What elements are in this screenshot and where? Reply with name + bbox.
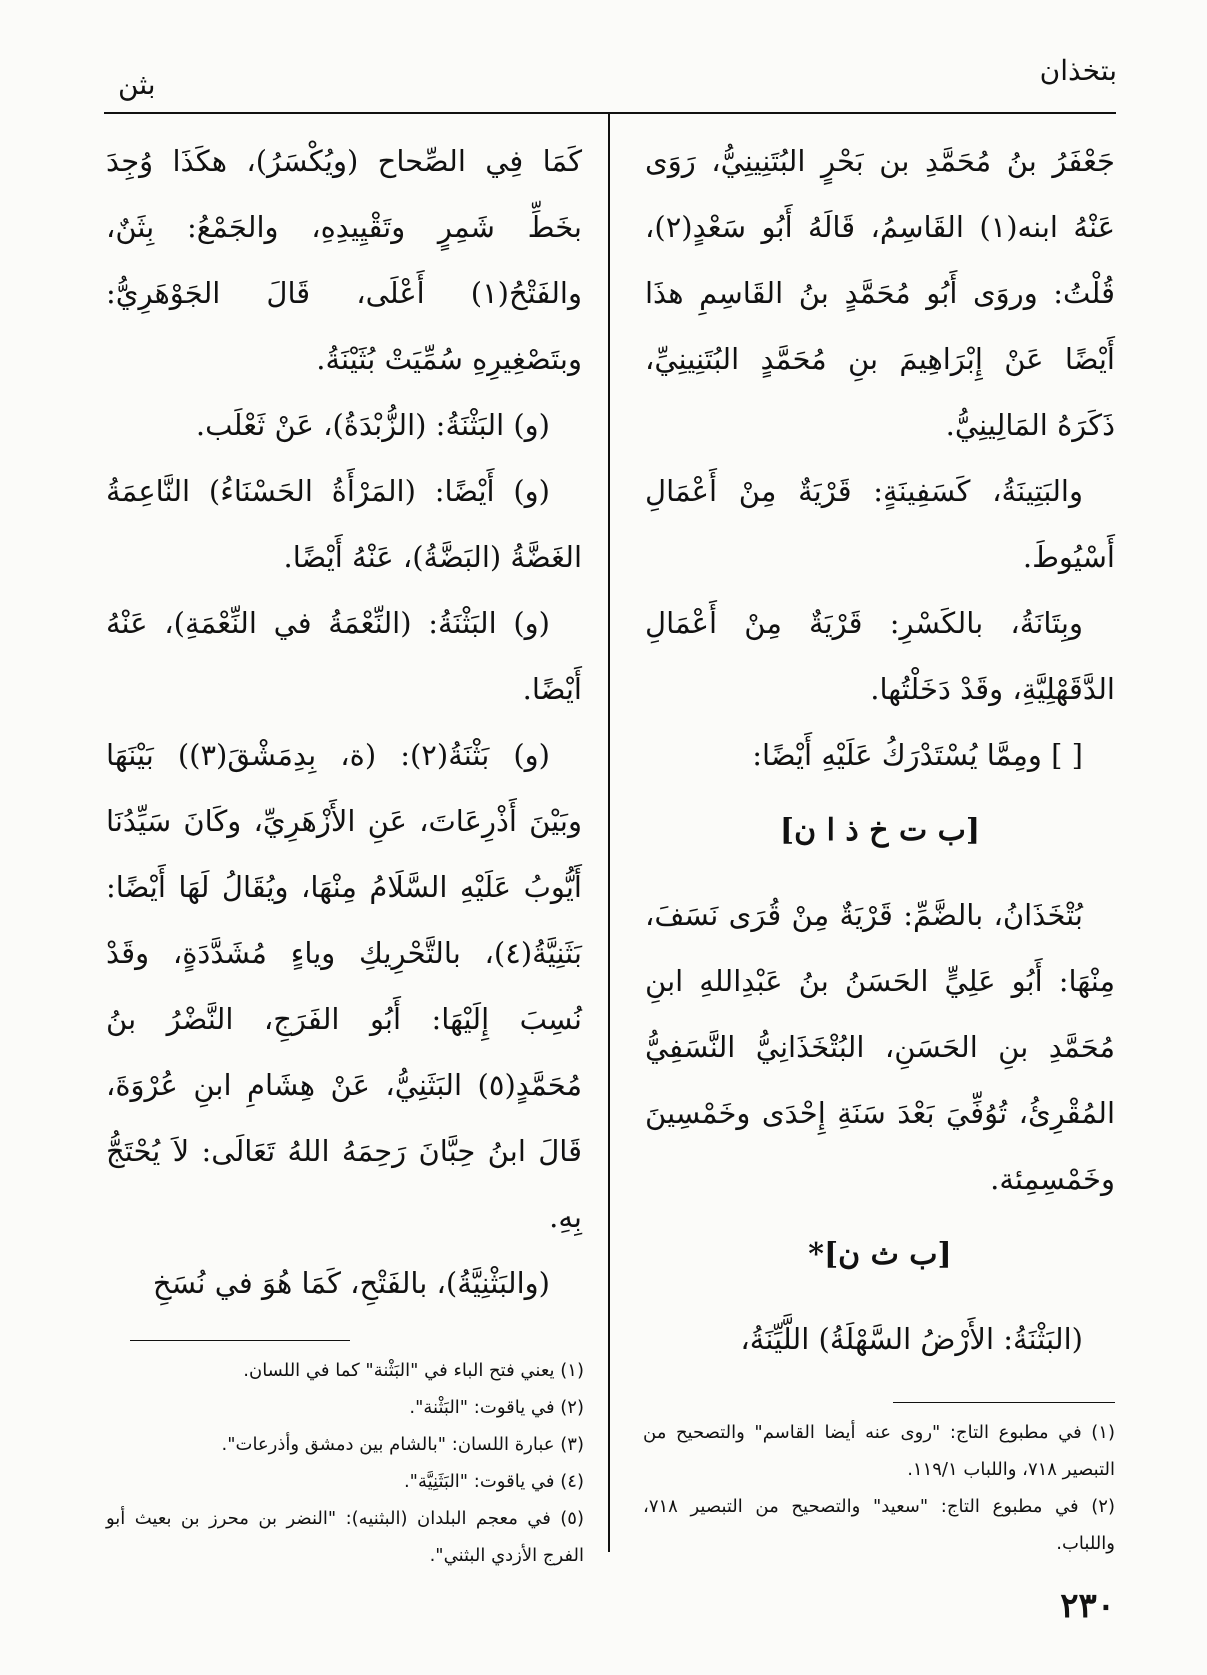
entry-heading: [ب ث ن]* xyxy=(808,1237,952,1272)
entry-paragraph: [ ] ومِمَّا يُسْتَدْرَكُ عَلَيْهِ أَيْضًا: xyxy=(752,738,1083,772)
right-column xyxy=(645,128,1115,1372)
entry-paragraph: وبِتَانَةُ، بالكَسْرِ: قَرْيَةٌ مِنْ أَعْمَالِ الدَّقَهْلِيَّةِ، وقَدْ دَخَلْتُها. xyxy=(645,606,1115,706)
entry-paragraph: (و) أَيْضًا: (المَرْأَةُ الحَسْنَاءُ) النَّاعِمَةُ الغَضَّةُ (البَضَّةُ)، عَنْهُ أَيْضًا. xyxy=(106,474,582,574)
left-column xyxy=(106,128,582,1316)
footnotes-left xyxy=(106,1352,584,1574)
entry-paragraph: بُتْخَذَانُ، بالضَّمِّ: قَرْيَةٌ مِنْ قُرَى نَسَفَ، مِنْهَا: أَبُو عَلِيٍّ الحَسَنُ بنُ عَبْدِاللهِ ابنِ مُحَمَّدِ بنِ الحَسَنِ، البُتْخَذَانِيُّ النَّسَفِيُّ المُقْرِئُ، تُوُفِّيَ بَعْدَ سَنَةِ إِحْدَى وخَمْسِينَ وخَمْسِمِئة. xyxy=(645,898,1115,1196)
entry-paragraph: (والبَثْنِيَّةُ)، بالفَتْحِ، كَمَا هُوَ في نُسَخِ xyxy=(152,1266,550,1300)
entry-paragraph: (و) البَثْنَةُ: (الزُّبْدَةُ)، عَنْ ثَعْلَب. xyxy=(195,408,550,442)
entry-paragraph: كَمَا فِي الصِّحاح (ويُكْسَرُ)، هكَذَا وُجِدَ بخَطِّ شَمِرٍ وتَقْيِيدِهِ، والجَمْعُ: بِثَنٌ، والفَتْحُ(١) أَعْلَى، قَالَ الجَوْهَرِيُّ: وبتَصْغِيرِهِ سُمِّيَتْ بُثَيْنَةُ. xyxy=(106,144,582,376)
footnote: (٢) في ياقوت: "البَثْنة". xyxy=(409,1397,584,1418)
entry-paragraph: (البَثْنَةُ: الأَرْضُ السَّهْلَةُ) اللَّيِّنَةُ، xyxy=(740,1322,1083,1356)
running-header-left: بثن xyxy=(118,68,156,101)
entry-paragraph: جَعْفَرُ بنُ مُحَمَّدِ بن بَحْرٍ البُتَنِينِيُّ، رَوَى عَنْهُ ابنه(١) القَاسِمُ، قَالَهُ أَبُو سَعْدٍ(٢)، قُلْتُ: وروَى أَبُو مُحَمَّدٍ بنُ القَاسِمِ هذَا أَيْضًا عَنْ إِبْرَاهِيمَ بنِ مُحَمَّدٍ البُتَنِينِيِّ، ذَكَرَهُ المَالِينِيُّ. xyxy=(645,144,1116,442)
header-rule xyxy=(104,112,1116,114)
footnote: (٤) في ياقوت: "البَثَنِيَّة". xyxy=(403,1471,584,1492)
entry-paragraph: (و) البَثْنَةُ: (النِّعْمَةُ في النِّعْمَةِ)، عَنْهُ أَيْضًا. xyxy=(106,606,582,706)
footnotes-right xyxy=(643,1414,1115,1562)
footnote: (٣) عبارة اللسان: "بالشام بين دمشق وأذرعات". xyxy=(221,1434,584,1455)
footnote: (١) يعني فتح الباء في "البَثْنة" كما في اللسان. xyxy=(243,1360,584,1381)
column-divider xyxy=(608,112,610,1552)
footnote-rule-right xyxy=(893,1402,1115,1403)
entry-paragraph: والبَتِينَةُ، كَسَفِينَةٍ: قَرْيَةٌ مِنْ أَعْمَالِ أَسْيُوطَ. xyxy=(645,474,1115,574)
entry-paragraph: (و) بَثْنَةُ(٢): (ة، بِدِمَشْقَ(٣)) بَيْنَهَا وبَيْنَ أَذْرِعَاتَ، عَنِ الأَزْهَرِيِّ، وكَانَ سَيِّدُنَا أَيُّوبُ عَلَيْهِ السَّلَامُ مِنْهَا، ويُقَالُ لَهَا أَيْضًا: بَثَنِيَّةُ(٤)، بالتَّحْرِيكِ وياءٍ مُشَدَّدَةٍ، وقَدْ نُسِبَ إِلَيْهَا: أَبُو الفَرَجِ، النَّضْرُ بنُ مُحَمَّدٍ(٥) البَثَنِيُّ، عَنْ هِشَامِ ابنِ عُرْوَةَ، قَالَ ابنُ حِبَّانَ رَحِمَهُ اللهُ تَعَالَى: لاَ يُحْتَجُّ بِهِ. xyxy=(106,738,582,1234)
entry-heading: [ب ت خ ذ ا ن] xyxy=(779,813,981,848)
footnote: (٢) في مطبوع التاج: "سعيد" والتصحيح من التبصير ٧١٨، واللباب. xyxy=(643,1496,1115,1554)
running-header-right: بتخذان xyxy=(1039,54,1117,87)
footnote: (١) في مطبوع التاج: "روى عنه أيضا القاسم" والتصحيح من التبصير ٧١٨، واللباب ١١٩/١. xyxy=(643,1422,1115,1480)
footnote: (٥) في معجم البلدان (البثنيه): "النضر بن محرز بن بعيث أبو الفرج الأزدي البثني". xyxy=(106,1508,584,1566)
footnote-rule-left xyxy=(130,1340,350,1341)
page-number: ٢٣٠ xyxy=(1060,1586,1115,1626)
